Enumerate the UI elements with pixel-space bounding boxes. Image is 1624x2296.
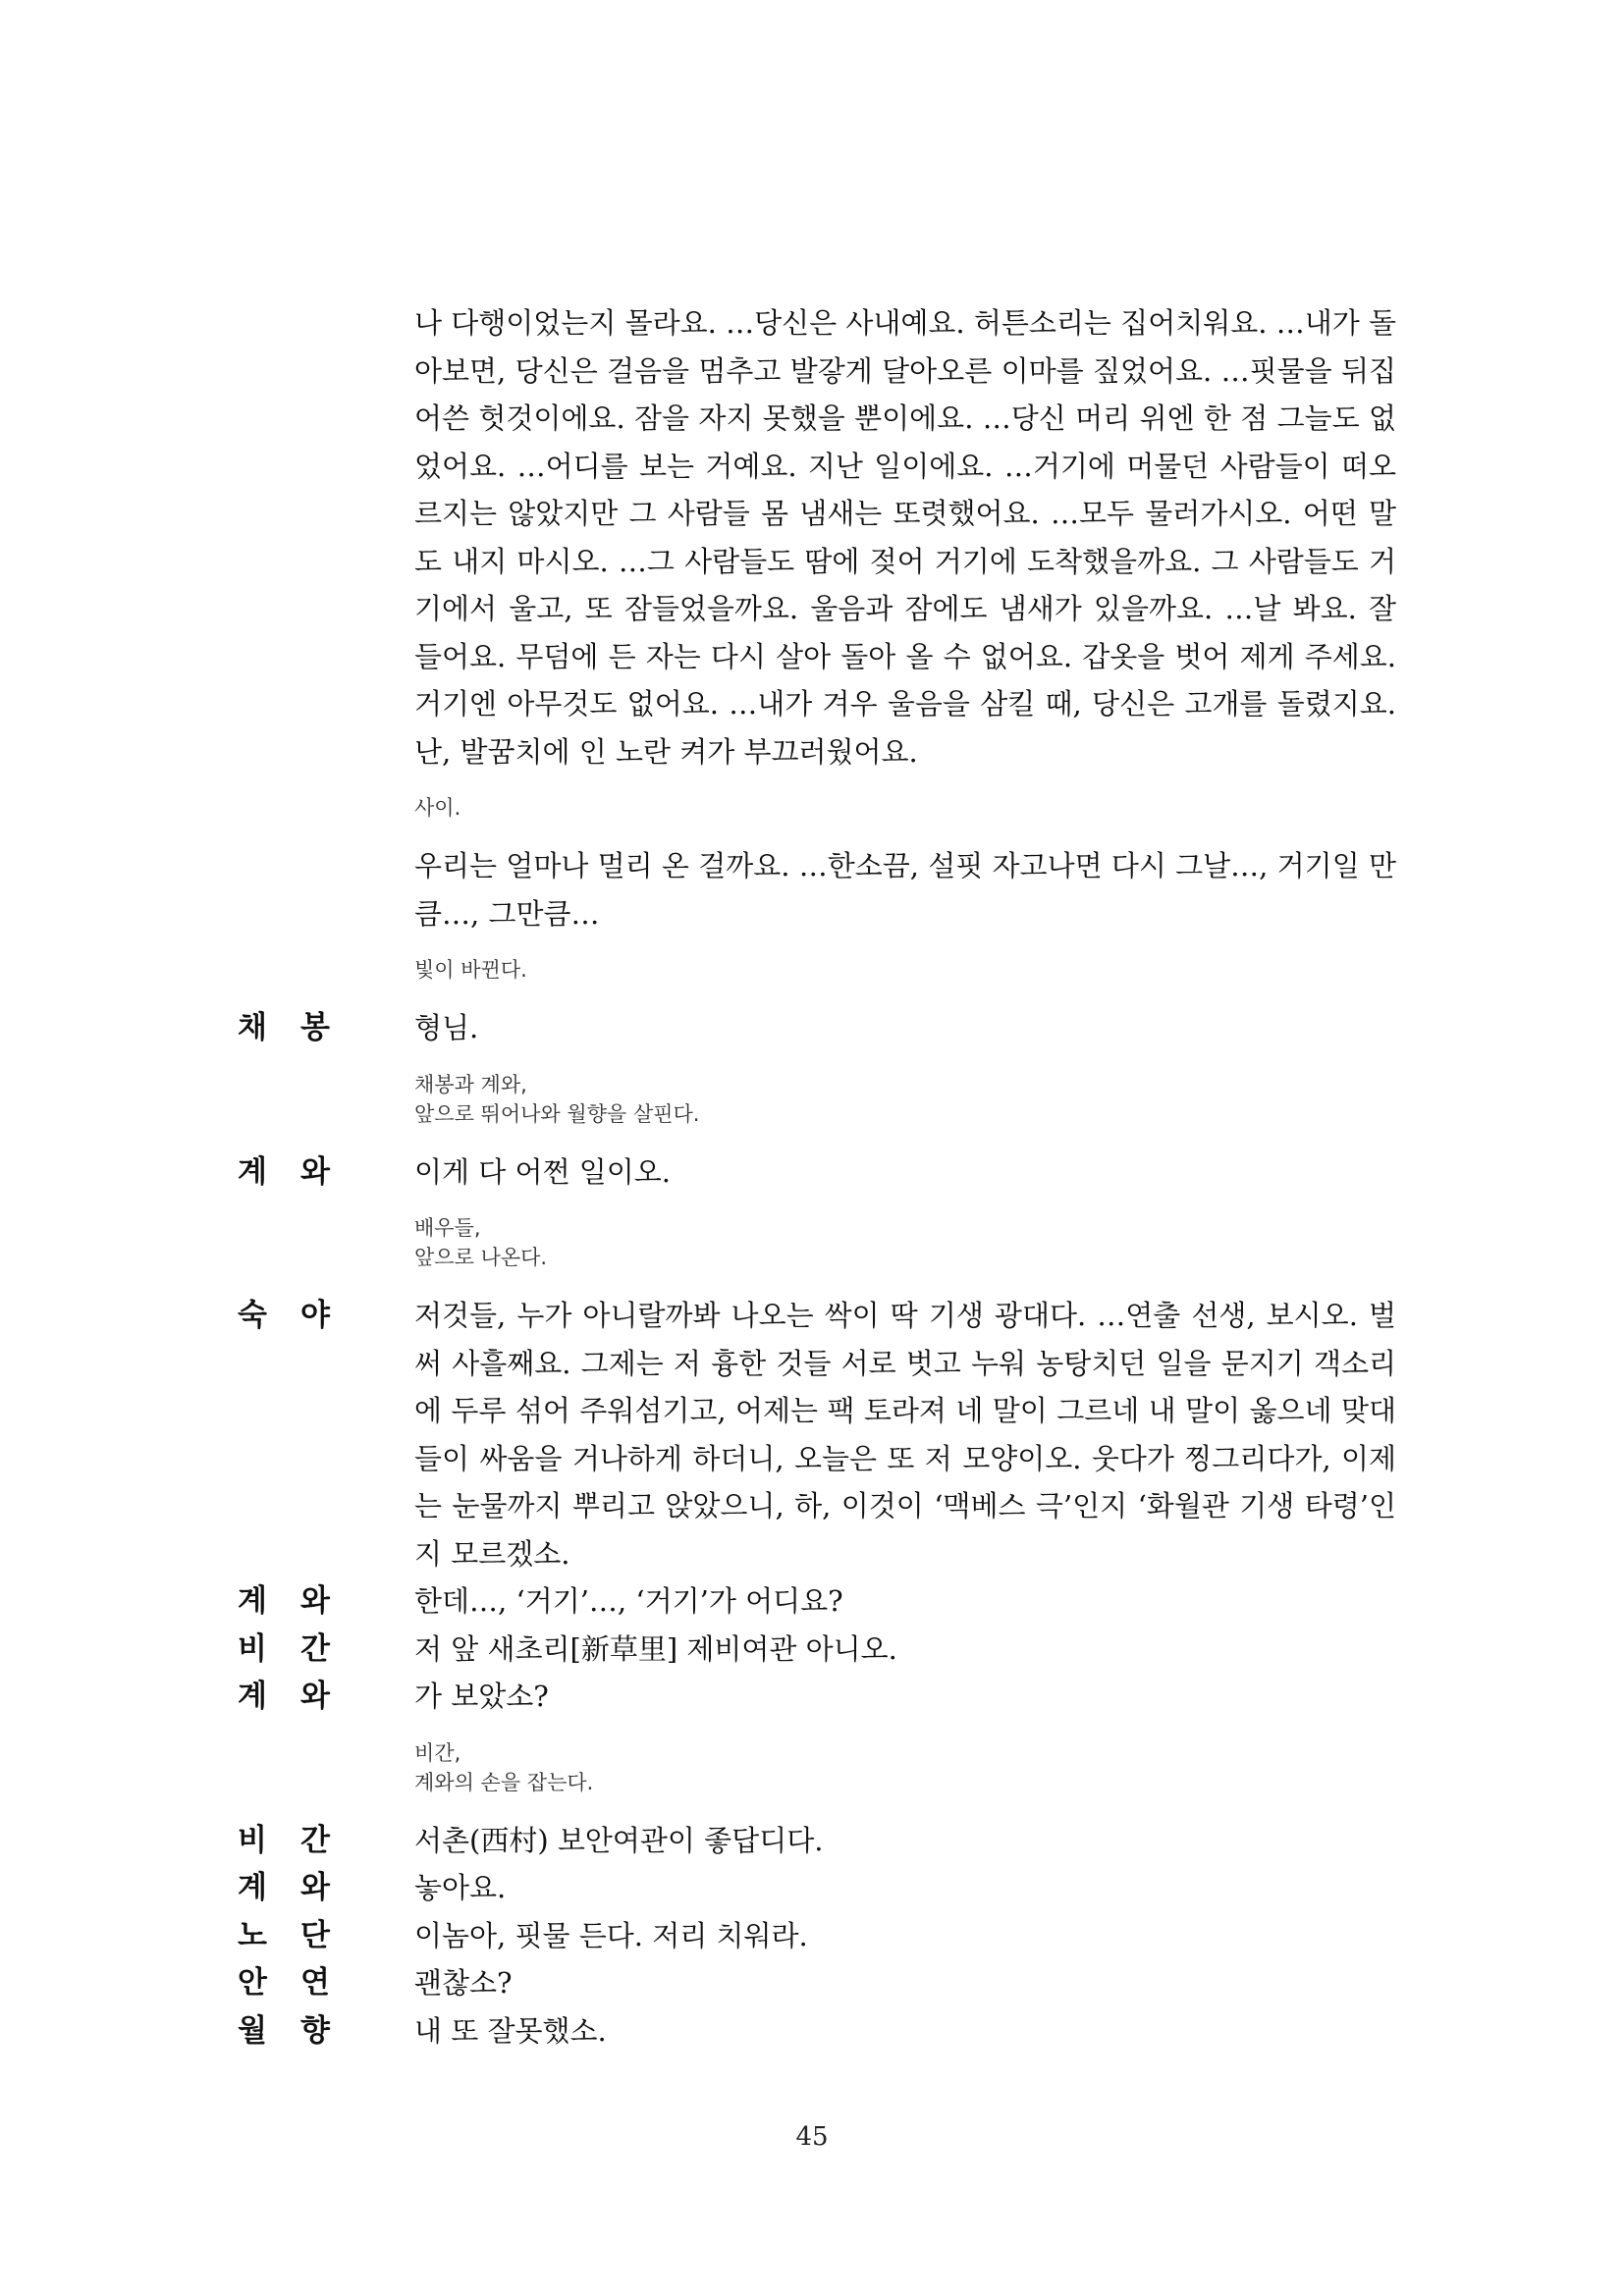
dialogue-entry bbox=[238, 2007, 1396, 2056]
dialogue-text: 저것들, 누가 아니랄까봐 나오는 싹이 딱 기생 광대다. …연출 선생, 보시오. 벌써 사흘째요. 그제는 저 흉한 것들 서로 벗고 누워 농탕치던 일을 문지기 객소리에 두루 섞어 주워섬기고, 어제는 팩 토라져 네 말이 그르네 내 말이 옳으네 맞대들이 싸움을 거나하게 하더니, 오늘은 또 저 모양이오. 웃다가 찡그리다가, 이제는 눈물까지 뿌리고 앉았으니, 하, 이것이 ‘맥베스 극’인지 ‘화월관 기생 타령’인지 모르겠소. bbox=[414, 1299, 1396, 1571]
stage-direction-line: 비간, bbox=[414, 1740, 461, 1765]
dialogue-entry bbox=[238, 1004, 1396, 1148]
stage-direction-line: 채봉과 계와, bbox=[414, 1072, 527, 1096]
dialogue-entry bbox=[238, 1673, 1396, 1817]
dialogue-entry bbox=[238, 1959, 1396, 2007]
speaker-name: 월향 bbox=[238, 2012, 363, 2049]
stage-direction bbox=[414, 955, 1396, 985]
speaker-name: 채봉 bbox=[238, 1010, 363, 1045]
dialogue-text: 서촌(西村) 보안여관이 좋답디다. bbox=[414, 1823, 824, 1857]
dialogue-text: 우리는 얼마나 멀리 온 걸까요. …한소끔, 설핏 자고나면 다시 그날…, 거기일 만큼…, 그만큼… bbox=[414, 849, 1396, 931]
stage-direction bbox=[414, 1213, 1396, 1272]
stage-direction-line: 앞으로 뛰어나와 월향을 살핀다. bbox=[414, 1101, 700, 1126]
dialogue-text: 이게 다 어쩐 일이오. bbox=[414, 1154, 671, 1189]
dialogue-entry bbox=[238, 1817, 1396, 1865]
speaker-name: 안연 bbox=[238, 1965, 363, 2001]
dialogue-entry bbox=[238, 1626, 1396, 1674]
dialogue-text: 형님. bbox=[414, 1011, 479, 1044]
dialogue-text: 내 또 잘못했소. bbox=[414, 2013, 607, 2048]
dialogue-entry bbox=[238, 1577, 1396, 1626]
stage-direction-line: 빛이 바뀐다. bbox=[414, 958, 527, 982]
speaker-name: 계와 bbox=[238, 1583, 363, 1619]
stage-direction-line: 배우들, bbox=[414, 1216, 481, 1240]
speaker-name: 노단 bbox=[238, 1917, 363, 1953]
dialogue-text: 놓아요. bbox=[414, 1871, 507, 1904]
dialogue-text: 괜찮소? bbox=[414, 1966, 513, 2000]
dialogue-entry bbox=[238, 1864, 1396, 1912]
dialogue-text: 나 다행이었는지 몰라요. …당신은 사내예요. 허튼소리는 집어치워요. …내가 돌아보면, 당신은 걸음을 멈추고 발갛게 달아오른 이마를 짚었어요. …핏물을 뒤집어쓴 헛것이에요. 잠을 자지 못했을 뿐이에요. …당신 머리 위엔 한 점 그늘도 없었어요. …어디를 보는 거예요. 지난 일이에요. …거기에 머물던 사람들이 떠오르지는 않았지만 그 사람들 몸 냄새는 또렷했어요. …모두 물러가시오. 어떤 말도 내지 마시오. …그 사람들도 땀에 젖어 거기에 도착했을까요. 그 사람들도 거기에서 울고, 또 잠들었을까요. 울음과 잠에도 냄새가 있을까요. …날 봐요. 잘 들어요. 무덤에 든 자는 다시 살아 돌아 올 수 없어요. 갑옷을 벗어 제게 주세요. 거기엔 아무것도 없어요. …내가 겨우 울음을 삼킬 때, 당신은 고개를 돌렸지요. 난, 발꿈치에 인 노란 켜가 부끄러웠어요. bbox=[414, 306, 1396, 769]
stage-direction-line: 계와의 손을 잡는다. bbox=[414, 1770, 594, 1794]
speaker-name: 비간 bbox=[238, 1822, 363, 1858]
speaker-name: 계와 bbox=[238, 1679, 363, 1714]
speaker-name: 숙야 bbox=[238, 1298, 363, 1333]
speaker-name: 계와 bbox=[238, 1153, 363, 1190]
page-number: 45 bbox=[795, 2122, 829, 2152]
dialogue-text: 저 앞 새초리[新草里] 제비여관 아니오. bbox=[414, 1631, 897, 1666]
dialogue-text: 가 보았소? bbox=[414, 1680, 549, 1713]
dialogue-text: 한데…, ‘거기’…, ‘거기’가 어디요? bbox=[414, 1584, 843, 1618]
dialogue-text: 이놈아, 핏물 든다. 저리 치워라. bbox=[414, 1918, 808, 1952]
stage-direction-line: 사이. bbox=[414, 796, 461, 820]
dialogue-entry bbox=[238, 1912, 1396, 1960]
dialogue-entry bbox=[238, 1148, 1396, 1293]
stage-direction-line: 앞으로 나온다. bbox=[414, 1246, 548, 1269]
dialogue-entry bbox=[238, 1292, 1396, 1577]
script-page bbox=[238, 299, 1396, 2055]
dialogue-continuation bbox=[238, 299, 1396, 1004]
speaker-name: 계와 bbox=[238, 1870, 363, 1905]
speaker-name: 비간 bbox=[238, 1630, 363, 1667]
stage-direction bbox=[414, 1070, 1396, 1129]
stage-direction bbox=[414, 793, 1396, 823]
stage-direction bbox=[414, 1738, 1396, 1797]
